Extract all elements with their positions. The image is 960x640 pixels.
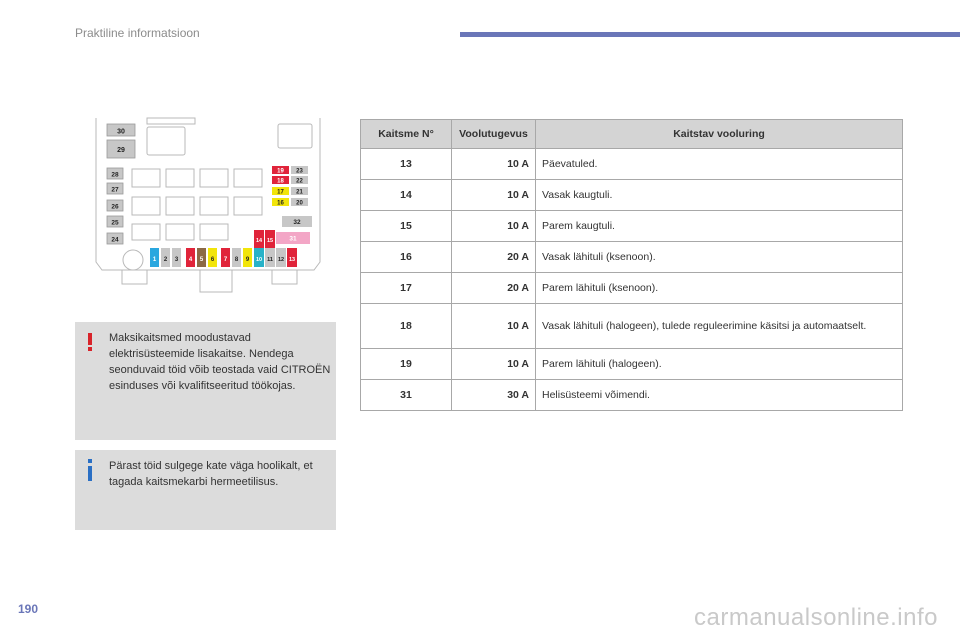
amperage-cell: 10 A [452, 304, 536, 349]
amperage-cell: 10 A [452, 211, 536, 242]
watermark: carmanualsonline.info [694, 604, 938, 631]
fuse-label-29: 29 [117, 147, 125, 154]
fuse-label-6: 6 [210, 257, 215, 263]
warning-notice [75, 322, 336, 440]
table-row [361, 304, 903, 349]
table-row [361, 349, 903, 380]
fuse-number-cell: 16 [361, 242, 452, 273]
fuse-label-8: 8 [234, 257, 239, 263]
fuse-label-17: 17 [277, 189, 284, 196]
info-icon [87, 459, 93, 481]
fuse-label-26: 26 [111, 203, 119, 211]
header-circuit: Kaitstav vooluring [536, 120, 903, 149]
fuse-label-20: 20 [296, 200, 303, 207]
fuse-label-31: 31 [289, 235, 297, 243]
fuse-label-13: 13 [288, 257, 296, 263]
circuit-cell: Parem kaugtuli. [536, 211, 903, 242]
circuit-cell: Vasak lähituli (ksenoon). [536, 242, 903, 273]
amperage-cell: 10 A [452, 180, 536, 211]
fuse-label-24: 24 [111, 236, 119, 244]
fuse-right-block [272, 166, 312, 244]
fuse-number-cell: 19 [361, 349, 452, 380]
fuse-label-25: 25 [111, 219, 119, 227]
fuse-number-cell: 14 [361, 180, 452, 211]
table-row [361, 380, 903, 411]
fuse-number-cell: 18 [361, 304, 452, 349]
fuse-label-27: 27 [111, 186, 119, 194]
fuse-number-cell: 31 [361, 380, 452, 411]
fuse-label-23: 23 [296, 168, 303, 175]
amperage-cell: 10 A [452, 149, 536, 180]
fuse-label-15: 15 [266, 238, 274, 244]
fuse-label-2: 2 [163, 257, 168, 263]
fuse-label-18: 18 [277, 178, 284, 185]
fuse-label-7: 7 [223, 257, 228, 263]
amperage-cell: 20 A [452, 242, 536, 273]
circuit-cell: Vasak lähituli (halogeen), tulede reguleerimine käsitsi ja automaatselt. [536, 304, 903, 349]
amperage-cell: 20 A [452, 273, 536, 304]
amperage-cell: 30 A [452, 380, 536, 411]
fuse-box-diagram [92, 112, 322, 300]
circuit-cell: Vasak kaugtuli. [536, 180, 903, 211]
fuse-label-32: 32 [293, 219, 301, 226]
table-row [361, 273, 903, 304]
fuse-label-22: 22 [296, 178, 303, 185]
warning-text: Maksikaitsmed moodustavad elektrisüsteemide lisakaitse. Nendega seonduvaid töid võib teostada vaid CITROËN esinduses või kvalifitseeritud töökojas. [109, 332, 331, 392]
page-header-title: Praktiline informatsioon [75, 26, 200, 40]
fuse-label-5: 5 [199, 257, 204, 263]
fuse-label-9: 9 [245, 257, 250, 263]
fuse-label-10: 10 [255, 257, 263, 263]
circuit-cell: Parem lähituli (ksenoon). [536, 273, 903, 304]
fuse-label-21: 21 [296, 189, 303, 196]
fuse-table [360, 119, 903, 411]
table-row [361, 149, 903, 180]
fuse-label-14: 14 [255, 238, 263, 244]
info-text: Pärast töid sulgege kate väga hoolikalt, et tagada kaitsmekarbi hermeetilisus. [109, 460, 313, 488]
fuse-label-19: 19 [277, 168, 284, 175]
header-accent-bar [460, 32, 960, 37]
fuse-label-12: 12 [277, 257, 285, 263]
circuit-cell: Päevatuled. [536, 149, 903, 180]
fuse-number-cell: 17 [361, 273, 452, 304]
fuse-label-1: 1 [152, 257, 157, 263]
table-row [361, 242, 903, 273]
header-amperage: Voolutugevus [452, 120, 536, 149]
table-header-row [361, 120, 903, 149]
fuse-label-16: 16 [277, 200, 284, 207]
fuse-label-11: 11 [267, 257, 273, 263]
circuit-cell: Helisüsteemi võimendi. [536, 380, 903, 411]
table-row [361, 211, 903, 242]
info-notice [75, 450, 336, 530]
fuse-label-4: 4 [188, 257, 193, 263]
circuit-cell: Parem lähituli (halogeen). [536, 349, 903, 380]
fuse-label-3: 3 [174, 257, 179, 263]
amperage-cell: 10 A [452, 349, 536, 380]
table-row [361, 180, 903, 211]
fuse-number-cell: 13 [361, 149, 452, 180]
page-number: 190 [18, 602, 39, 616]
fuse-number-cell: 15 [361, 211, 452, 242]
fuse-label-28: 28 [111, 171, 119, 179]
exclamation-icon [87, 333, 93, 351]
fuse-left-column [107, 124, 135, 244]
fuse-label-30: 30 [117, 128, 125, 136]
fuse-bottom-row [150, 248, 297, 267]
header-fuse-number: Kaitsme N° [361, 120, 452, 149]
